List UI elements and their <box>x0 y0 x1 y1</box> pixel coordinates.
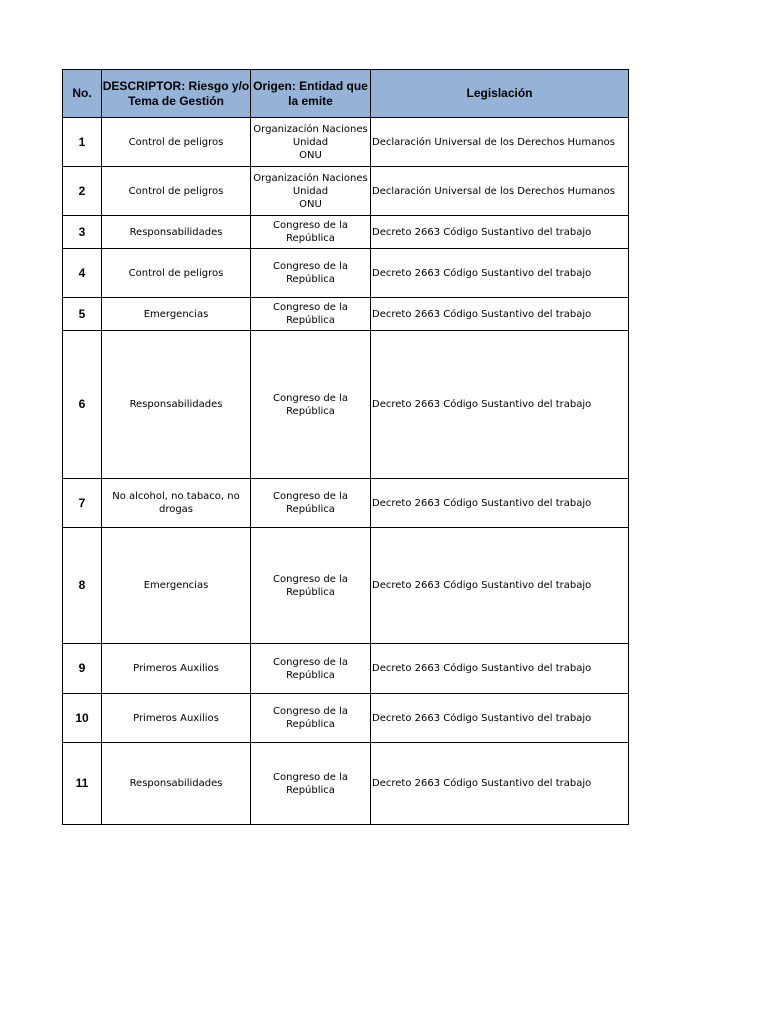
row-number-cell <box>63 479 102 528</box>
row-number: 3 <box>78 224 86 239</box>
row-legislacion-cell <box>371 528 629 644</box>
row-origen: Organización Naciones Unidad ONU <box>253 172 368 210</box>
row-number-cell <box>63 298 102 331</box>
row-legislacion: Decreto 2663 Código Sustantivo del trabajo <box>372 267 592 279</box>
table-row <box>63 167 629 216</box>
row-descriptor: Primeros Auxilios <box>133 712 219 724</box>
row-number: 2 <box>78 183 86 198</box>
row-origen-cell <box>251 249 371 298</box>
row-descriptor: No alcohol, no tabaco, no drogas <box>112 491 240 515</box>
row-origen-cell <box>251 216 371 249</box>
row-origen: Congreso de la República <box>273 771 348 796</box>
row-origen-cell <box>251 743 371 825</box>
row-descriptor: Responsabilidades <box>129 399 223 410</box>
table-header-row <box>63 70 629 118</box>
row-descriptor-cell <box>102 743 251 825</box>
row-legislacion-cell <box>371 644 629 694</box>
header-legislacion: Legislación <box>371 70 629 118</box>
header-origen: Origen: Entidad que la emite <box>251 70 371 118</box>
row-descriptor-cell <box>102 528 251 644</box>
row-descriptor: Emergencias <box>143 308 209 320</box>
row-number-cell <box>63 118 102 167</box>
table-row <box>63 528 629 644</box>
row-number-cell <box>63 694 102 743</box>
row-number: 5 <box>78 306 86 321</box>
row-descriptor-cell <box>102 694 251 743</box>
row-origen: Congreso de la República <box>273 392 348 417</box>
table-row <box>63 118 629 167</box>
row-origen-cell <box>251 118 371 167</box>
table-row <box>63 694 629 743</box>
row-number-cell <box>63 331 102 479</box>
row-legislacion: Decreto 2663 Código Sustantivo del trabajo <box>372 308 592 320</box>
header-no: No. <box>63 70 102 118</box>
row-descriptor: Control de peligros <box>128 136 224 148</box>
row-number: 1 <box>78 134 86 149</box>
table-row <box>63 644 629 694</box>
row-legislacion-cell <box>371 216 629 249</box>
header-descriptor: DESCRIPTOR: Riesgo y/o Tema de Gestión <box>102 70 251 118</box>
row-number-cell <box>63 249 102 298</box>
row-descriptor: Emergencias <box>143 580 209 591</box>
row-origen-cell <box>251 298 371 331</box>
row-descriptor-cell <box>102 216 251 249</box>
row-descriptor-cell <box>102 298 251 331</box>
row-number: 7 <box>78 495 86 510</box>
row-descriptor: Primeros Auxilios <box>133 663 219 674</box>
row-descriptor-cell <box>102 644 251 694</box>
row-number: 9 <box>78 661 86 675</box>
row-number-cell <box>63 216 102 249</box>
row-legislacion-cell <box>371 118 629 167</box>
table-row <box>63 743 629 825</box>
row-number-cell <box>63 743 102 825</box>
row-origen-cell <box>251 644 371 694</box>
row-legislacion-cell <box>371 479 629 528</box>
row-legislacion-cell <box>371 249 629 298</box>
table-row <box>63 479 629 528</box>
row-legislacion-cell <box>371 298 629 331</box>
row-origen: Congreso de la República <box>273 706 348 730</box>
row-number: 10 <box>75 710 89 725</box>
row-descriptor: Responsabilidades <box>129 226 223 238</box>
row-legislacion: Decreto 2663 Código Sustantivo del trabajo <box>372 580 592 591</box>
row-origen-cell <box>251 528 371 644</box>
row-origen: Congreso de la República <box>273 261 348 285</box>
row-legislacion-cell <box>371 743 629 825</box>
row-number: 8 <box>78 578 86 592</box>
row-legislacion: Declaración Universal de los Derechos Humanos <box>372 136 615 148</box>
table-row <box>63 216 629 249</box>
row-descriptor: Control de peligros <box>128 267 224 279</box>
row-descriptor: Responsabilidades <box>129 778 223 789</box>
row-number: 4 <box>78 265 86 280</box>
row-origen: Congreso de la República <box>273 491 348 515</box>
row-legislacion: Declaración Universal de los Derechos Humanos <box>372 185 615 197</box>
row-number-cell <box>63 644 102 694</box>
row-legislacion: Decreto 2663 Código Sustantivo del trabajo <box>372 712 592 724</box>
row-origen-cell <box>251 167 371 216</box>
row-number-cell <box>63 167 102 216</box>
row-number-cell <box>63 528 102 644</box>
row-descriptor-cell <box>102 249 251 298</box>
row-origen: Congreso de la República <box>273 302 348 326</box>
row-legislacion: Decreto 2663 Código Sustantivo del trabajo <box>372 497 592 509</box>
table-row <box>63 298 629 331</box>
row-descriptor-cell <box>102 331 251 479</box>
legislation-table <box>62 69 629 825</box>
row-descriptor-cell <box>102 479 251 528</box>
row-origen: Organización Naciones Unidad ONU <box>253 123 368 161</box>
row-origen: Congreso de la República <box>273 220 348 244</box>
row-legislacion-cell <box>371 331 629 479</box>
row-legislacion: Decreto 2663 Código Sustantivo del trabajo <box>372 226 592 238</box>
row-legislacion: Decreto 2663 Código Sustantivo del trabajo <box>372 778 592 789</box>
row-legislacion: Decreto 2663 Código Sustantivo del trabajo <box>372 399 592 410</box>
row-legislacion: Decreto 2663 Código Sustantivo del trabajo <box>372 663 592 674</box>
row-origen: Congreso de la República <box>273 573 348 598</box>
row-descriptor-cell <box>102 167 251 216</box>
row-legislacion-cell <box>371 167 629 216</box>
table-row <box>63 331 629 479</box>
row-origen-cell <box>251 479 371 528</box>
row-legislacion-cell <box>371 694 629 743</box>
table-row <box>63 249 629 298</box>
row-number: 6 <box>78 397 86 411</box>
row-descriptor-cell <box>102 118 251 167</box>
row-origen-cell <box>251 694 371 743</box>
row-descriptor: Control de peligros <box>128 185 224 197</box>
row-origen-cell <box>251 331 371 479</box>
row-number: 11 <box>75 776 89 790</box>
row-origen: Congreso de la República <box>273 656 348 681</box>
